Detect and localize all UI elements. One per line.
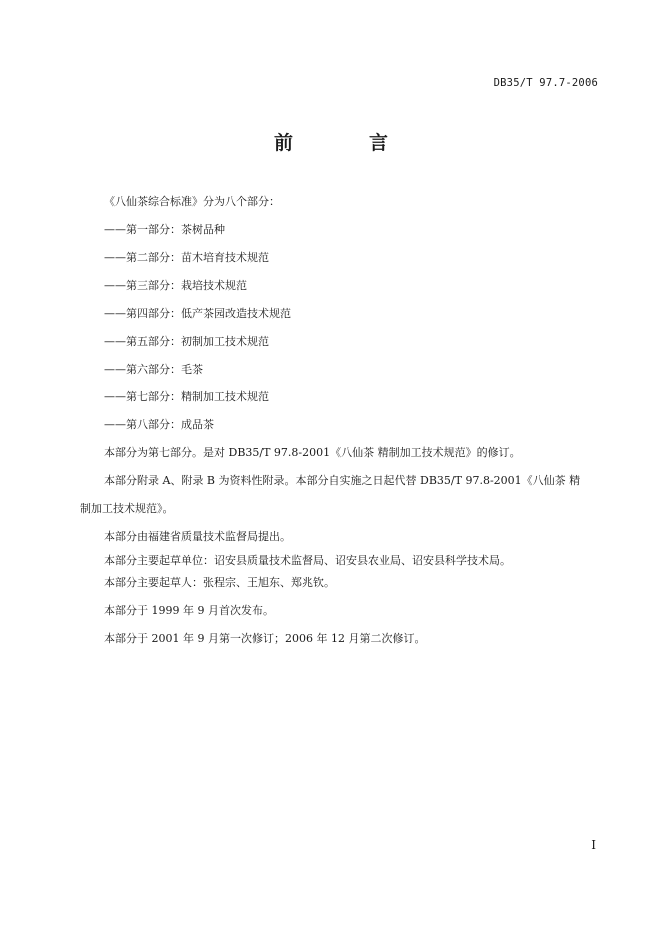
appendix-paragraph-line-1: 本部分附录 A、附录 B 为资料性附录。本部分自实施之日起代替 DB35/T 97.8-2001《八仙茶 精 bbox=[104, 474, 581, 487]
title-char-2: 言 bbox=[369, 132, 389, 154]
drafting-units-paragraph: 本部分主要起草单位：诏安县质量技术监督局、诏安县农业局、诏安县科学技术局。 bbox=[104, 554, 511, 567]
part-list-item-5: ——第五部分：初制加工技术规范 bbox=[104, 335, 269, 348]
first-issue-paragraph: 本部分于 1999 年 9 月首次发布。 bbox=[104, 604, 274, 617]
seventh-part-paragraph: 本部分为第七部分。是对 DB35/T 97.8-2001《八仙茶 精制加工技术规范》的修订。 bbox=[104, 446, 521, 459]
part-list-item-1: ——第一部分：茶树品种 bbox=[104, 223, 225, 236]
page-title bbox=[0, 128, 662, 155]
page-number: I bbox=[591, 838, 596, 852]
part-list-item-6: ——第六部分：毛茶 bbox=[104, 363, 203, 376]
appendix-paragraph-line-2: 制加工技术规范》。 bbox=[80, 502, 174, 515]
intro-paragraph: 《八仙茶综合标准》分为八个部分： bbox=[104, 195, 280, 208]
title-char-1: 前 bbox=[273, 132, 293, 154]
part-list-item-2: ——第二部分：苗木培育技术规范 bbox=[104, 251, 269, 264]
part-list-item-7: ——第七部分：精制加工技术规范 bbox=[104, 390, 269, 403]
revisions-paragraph: 本部分于 2001 年 9 月第一次修订；2006 年 12 月第二次修订。 bbox=[104, 632, 426, 645]
part-list-item-3: ——第三部分：栽培技术规范 bbox=[104, 279, 247, 292]
drafters-paragraph: 本部分主要起草人：张程宗、王旭东、郑兆钦。 bbox=[104, 576, 335, 589]
document-code: DB35/T 97.7-2006 bbox=[493, 77, 598, 89]
proposed-by-paragraph: 本部分由福建省质量技术监督局提出。 bbox=[104, 530, 291, 543]
part-list-item-4: ——第四部分：低产茶园改造技术规范 bbox=[104, 307, 291, 320]
part-list-item-8: ——第八部分：成品茶 bbox=[104, 418, 214, 431]
